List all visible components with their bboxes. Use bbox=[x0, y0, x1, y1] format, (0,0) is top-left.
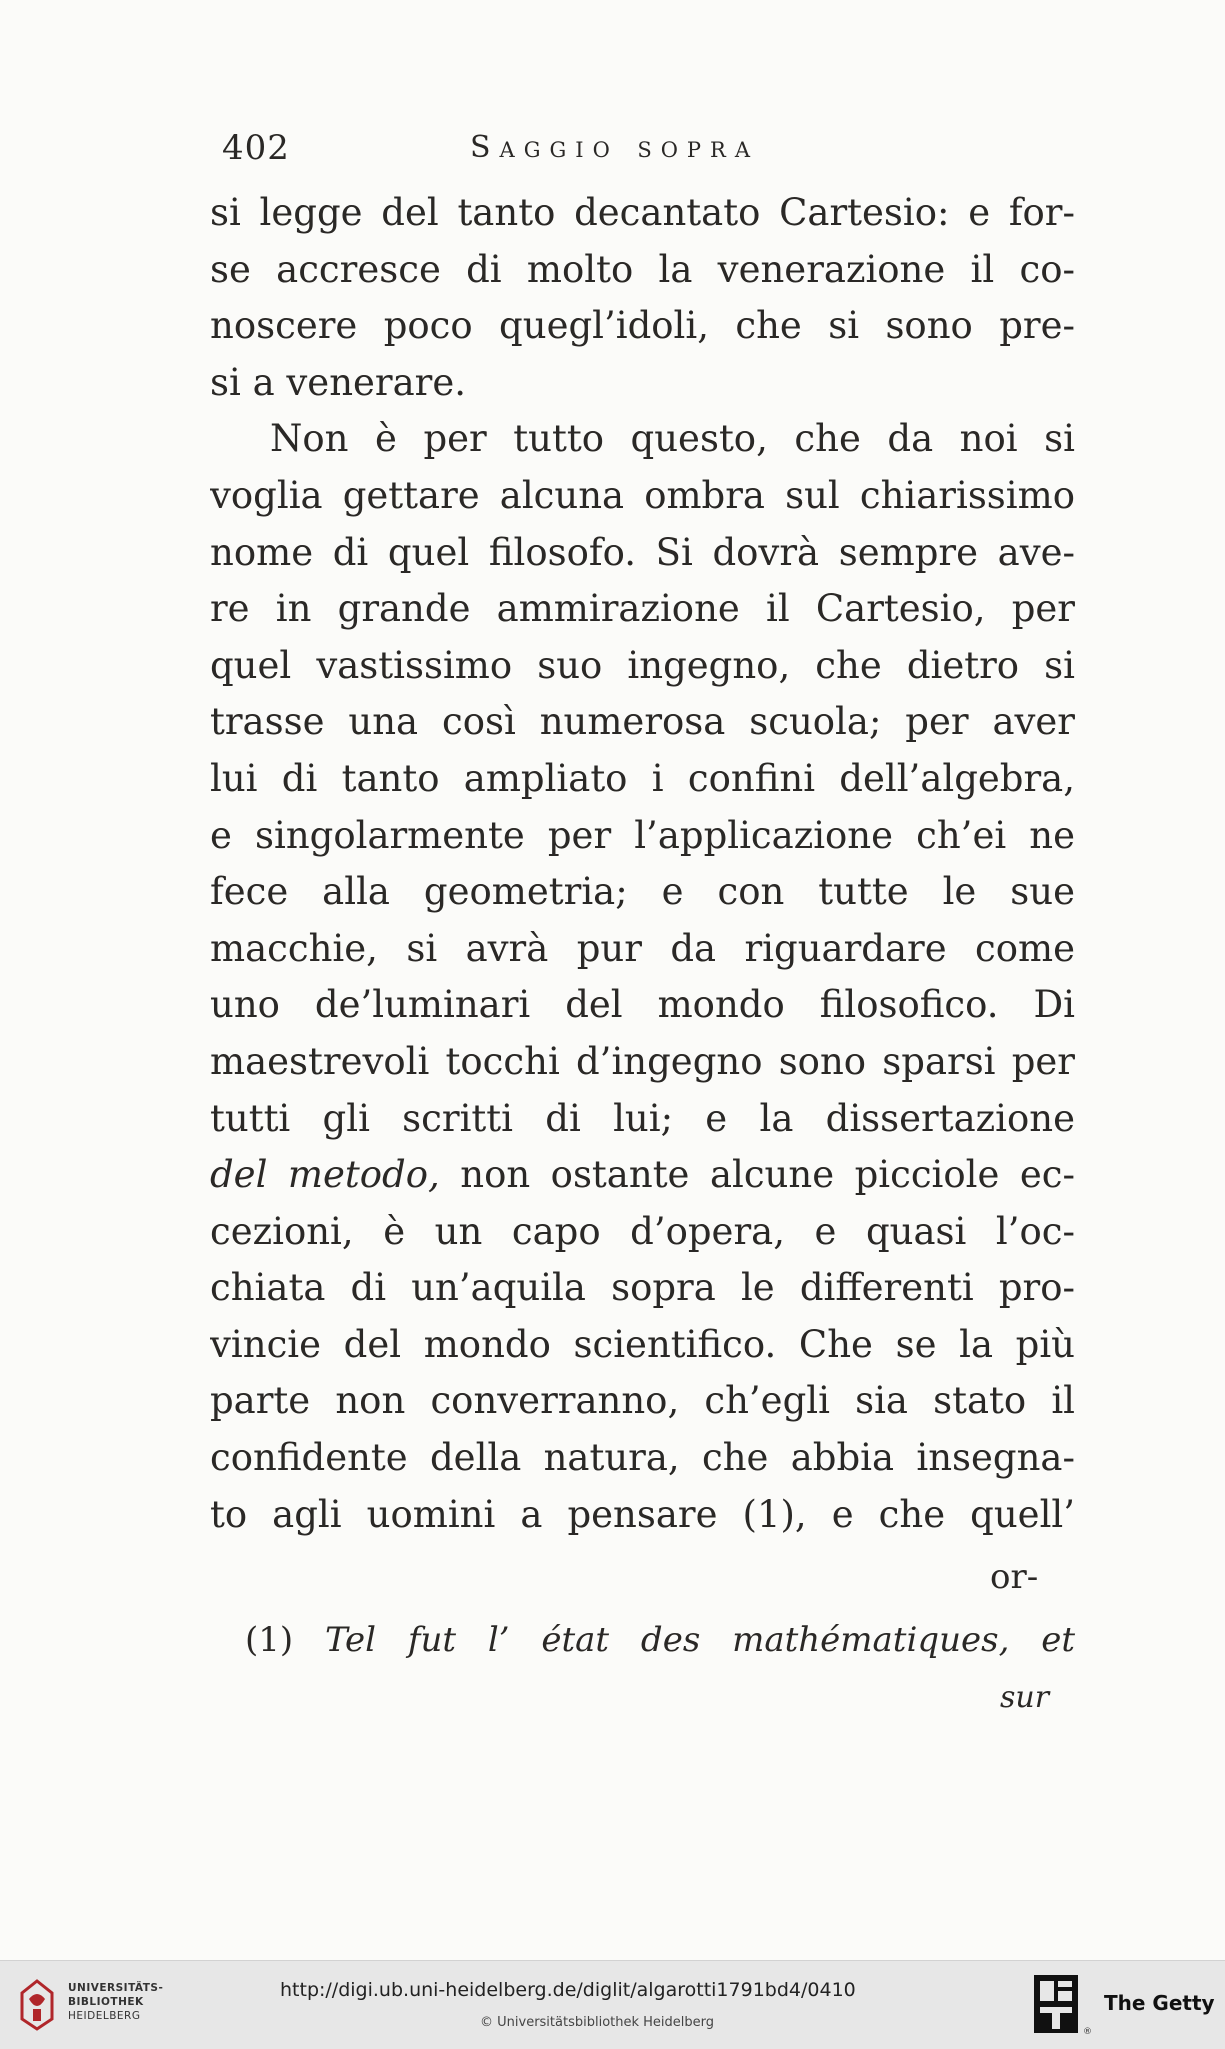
text-line: macchie, si avrà pur da riguardare come bbox=[210, 926, 1075, 970]
partner-name: The Getty bbox=[1104, 1991, 1215, 2015]
text-line: quel vastissimo suo ingegno, che dietro si bbox=[210, 643, 1075, 687]
footnote bbox=[245, 1620, 1075, 1660]
text-line: vincie del mondo scientifico. Che se la più bbox=[210, 1322, 1075, 1366]
text-line: uno de’luminari del mondo filosofico. Di bbox=[210, 983, 1075, 1027]
body-text bbox=[210, 185, 1075, 1543]
italic-title: del metodo, bbox=[210, 1153, 440, 1197]
viewer-footer bbox=[0, 1960, 1225, 2049]
text-line: si a venerare. bbox=[210, 360, 467, 404]
running-head bbox=[0, 128, 1225, 178]
text-line: tutti gli scritti di lui; e la dissertazione bbox=[210, 1096, 1075, 1140]
footnote-marker: (1) bbox=[245, 1620, 294, 1660]
text-line: trasse una così numerosa scuola; per aver bbox=[210, 700, 1075, 744]
text-line: e singolarmente per l’applicazione ch’ei ne bbox=[210, 813, 1075, 857]
permalink-url[interactable]: http://digi.ub.uni-heidelberg.de/diglit/algarotti1791bd4/0410 bbox=[280, 1979, 856, 2001]
text-line: maestrevoli tocchi d’ingegno sono sparsi per bbox=[210, 1039, 1075, 1083]
text-line: si legge del tanto decantato Cartesio: e for- bbox=[210, 191, 1075, 234]
text-line: re in grande ammirazione il Cartesio, per bbox=[210, 587, 1075, 631]
text-line: Non è per tutto questo, che da noi si bbox=[270, 417, 1075, 461]
text-line: se accresce di molto la venerazione il co- bbox=[210, 247, 1075, 291]
text-line: confidente della natura, che abbia insegna- bbox=[210, 1436, 1075, 1480]
text-line: voglia gettare alcuna ombra sul chiarissimo bbox=[210, 473, 1075, 517]
text-line bbox=[210, 1147, 1075, 1204]
text-line: fece alla geometria; e con tutte le sue bbox=[210, 870, 1075, 914]
text-line: lui di tanto ampliato i confini dell’algebra, bbox=[210, 756, 1075, 800]
text-line: chiata di un’aquila sopra le differenti pro- bbox=[210, 1266, 1075, 1310]
copyright-notice: © Universitätsbibliothek Heidelberg bbox=[480, 2015, 715, 2030]
page-number: 402 bbox=[222, 128, 290, 168]
university-name: UNIVERSITÄTS- BIBLIOTHEK HEIDELBERG bbox=[68, 1982, 164, 2022]
text-segment: non ostante alcune picciole ec- bbox=[460, 1153, 1075, 1197]
text-line: to agli uomini a pensare (1), e che quell’ bbox=[210, 1492, 1075, 1536]
getty-logo-icon[interactable] bbox=[1032, 1973, 1080, 2035]
text-line: cezioni, è un capo d’opera, e quasi l’oc- bbox=[210, 1209, 1075, 1253]
running-head-title: Saggio sopra bbox=[470, 130, 760, 165]
footnote-catchword: sur bbox=[1000, 1680, 1050, 1715]
catchword: or- bbox=[990, 1557, 1039, 1597]
registered-mark: ® bbox=[1083, 2027, 1092, 2037]
text-line: noscere poco quegl’idoli, che si sono pre- bbox=[210, 304, 1075, 348]
university-logo-icon[interactable] bbox=[14, 1979, 60, 2031]
text-line: parte non converranno, ch’egli sia stato il bbox=[210, 1379, 1075, 1423]
text-line: nome di quel filosofo. Si dovrà sempre ave- bbox=[210, 530, 1075, 574]
footnote-text: Tel fut l’ état des mathématiques, et bbox=[325, 1620, 1075, 1660]
